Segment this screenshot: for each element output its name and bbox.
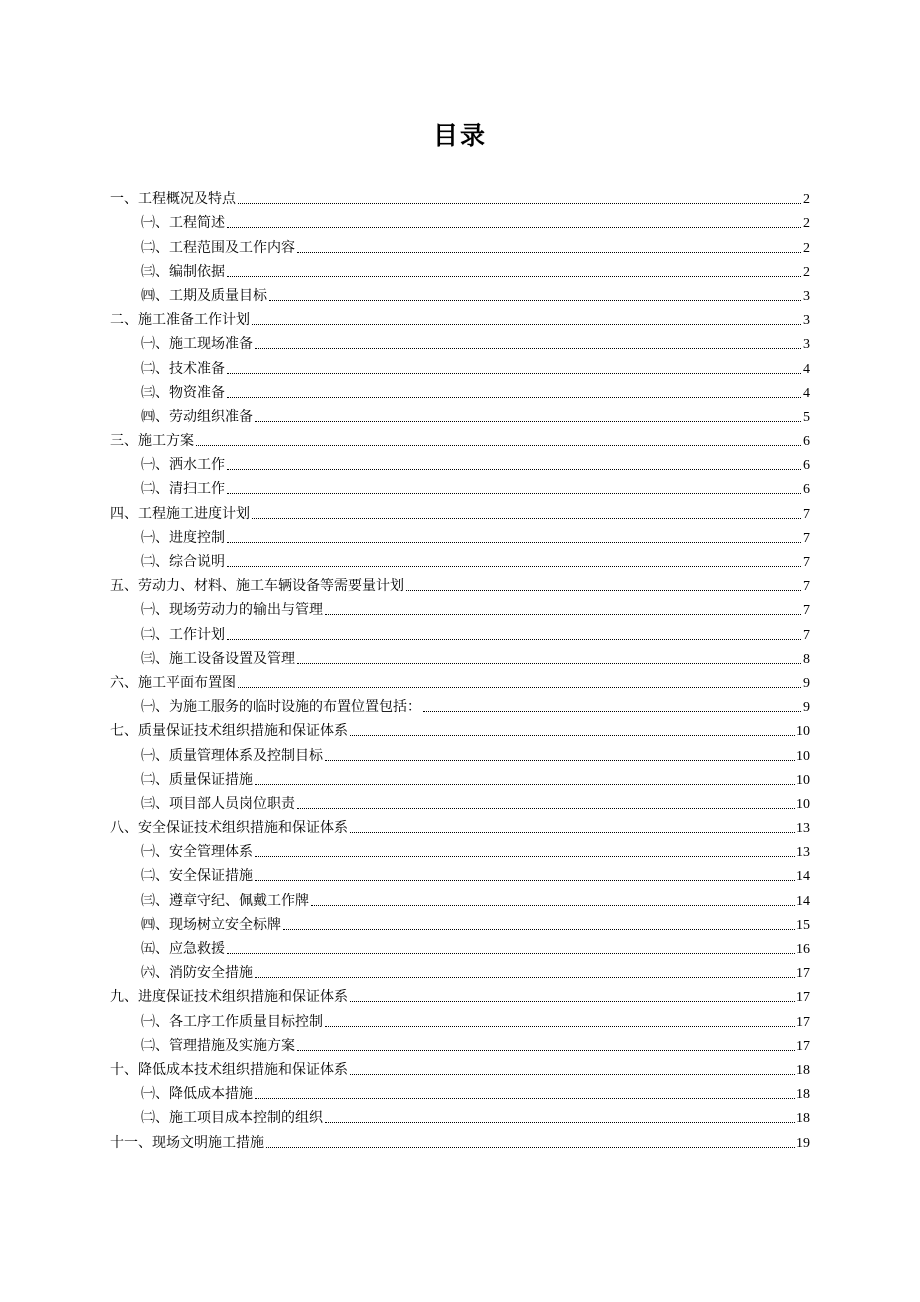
toc-subsection-entry[interactable] <box>110 523 810 547</box>
toc-subsection-entry[interactable] <box>110 378 810 402</box>
toc-subsection-entry[interactable] <box>110 692 810 716</box>
toc-section-entry[interactable] <box>110 813 810 837</box>
dot-leader <box>325 614 801 615</box>
toc-entry-page-number: 4 <box>803 385 810 401</box>
dot-leader <box>227 542 801 543</box>
toc-entry-page-number: 3 <box>803 337 810 353</box>
table-of-contents <box>110 184 810 1152</box>
toc-subsection-entry[interactable] <box>110 934 810 958</box>
toc-entry-label: ㈡、工程范围及工作内容 <box>141 239 295 256</box>
toc-entry-page-number: 8 <box>803 651 810 667</box>
toc-entry-label: ㈡、技术准备 <box>141 360 225 377</box>
toc-subsection-entry[interactable] <box>110 329 810 353</box>
toc-entry-page-number: 13 <box>796 845 810 861</box>
toc-entry-page-number: 13 <box>796 821 810 837</box>
toc-entry-label: 五、劳动力、材料、施工车辆设备等需要量计划 <box>110 578 404 595</box>
toc-subsection-entry[interactable] <box>110 1103 810 1127</box>
toc-entry-label: ㈤、应急救援 <box>141 941 225 957</box>
toc-entry-label: 九、进度保证技术组织措施和保证体系 <box>110 989 348 1006</box>
toc-entry-label: ㈢、施工设备设置及管理 <box>141 650 295 667</box>
toc-subsection-entry[interactable] <box>110 958 810 982</box>
toc-subsection-entry[interactable] <box>110 1079 810 1103</box>
toc-entry-page-number: 6 <box>803 482 810 498</box>
toc-entry-page-number: 2 <box>803 264 810 280</box>
toc-subsection-entry[interactable] <box>110 450 810 474</box>
dot-leader <box>238 203 801 204</box>
dot-leader <box>252 324 801 325</box>
toc-entry-label: 六、施工平面布置图 <box>110 674 236 691</box>
dot-leader <box>227 639 801 640</box>
dot-leader <box>255 784 795 785</box>
dot-leader <box>297 808 795 809</box>
toc-entry-page-number: 7 <box>803 530 810 546</box>
page-title: 目录 <box>432 121 487 150</box>
toc-entry-label: ㈠、现场劳动力的输出与管理 <box>141 602 323 619</box>
dot-leader <box>350 832 795 833</box>
toc-subsection-entry[interactable] <box>110 910 810 934</box>
toc-subsection-entry[interactable] <box>110 1006 810 1030</box>
toc-entry-page-number: 7 <box>803 627 810 643</box>
toc-entry-page-number: 5 <box>803 409 810 425</box>
dot-leader <box>227 953 795 954</box>
dot-leader <box>255 348 801 349</box>
toc-entry-label: ㈣、现场树立安全标牌 <box>141 916 281 933</box>
dot-leader <box>297 252 801 253</box>
toc-entry-label: ㈡、工作计划 <box>141 626 225 643</box>
toc-section-entry[interactable] <box>110 1055 810 1079</box>
toc-entry-label: 八、安全保证技术组织措施和保证体系 <box>110 820 348 837</box>
toc-section-entry[interactable] <box>110 305 810 329</box>
toc-entry-label: ㈣、工期及质量目标 <box>141 287 267 304</box>
dot-leader <box>227 276 801 277</box>
toc-entry-page-number: 14 <box>796 893 810 909</box>
toc-entry-label: ㈢、遵章守纪、佩戴工作牌 <box>141 892 309 909</box>
toc-entry-label: 十一、现场文明施工措施 <box>110 1134 264 1151</box>
toc-entry-label: ㈣、劳动组织准备 <box>141 408 253 425</box>
toc-entry-label: ㈡、清扫工作 <box>141 481 225 498</box>
toc-entry-page-number: 7 <box>803 555 810 570</box>
dot-leader <box>227 469 801 470</box>
toc-entry-label: ㈠、质量管理体系及控制目标 <box>141 747 323 764</box>
toc-entry-page-number: 14 <box>796 869 810 885</box>
toc-entry-page-number: 10 <box>796 796 810 812</box>
dot-leader <box>350 1001 795 1002</box>
dot-leader <box>350 1074 795 1075</box>
toc-entry-label: ㈠、各工序工作质量目标控制 <box>141 1013 323 1030</box>
toc-entry-label: ㈠、洒水工作 <box>141 457 225 474</box>
dot-leader <box>227 493 801 494</box>
dot-leader <box>325 1122 795 1123</box>
toc-subsection-entry[interactable] <box>110 740 810 764</box>
toc-entry-label: ㈡、管理措施及实施方案 <box>141 1037 295 1054</box>
toc-entry-page-number: 3 <box>803 288 810 304</box>
toc-subsection-entry[interactable] <box>110 257 810 281</box>
toc-entry-page-number: 6 <box>803 434 810 450</box>
toc-entry-page-number: 7 <box>803 506 810 522</box>
dot-leader <box>350 735 795 736</box>
toc-section-entry[interactable] <box>110 498 810 522</box>
toc-entry-page-number: 2 <box>803 240 810 256</box>
toc-entry-page-number: 6 <box>803 458 810 474</box>
toc-entry-label: ㈢、物资准备 <box>141 384 225 401</box>
toc-entry-label: 四、工程施工进度计划 <box>110 505 250 522</box>
toc-entry-page-number: 18 <box>796 1111 810 1127</box>
toc-entry-page-number: 17 <box>796 1014 810 1030</box>
dot-leader <box>196 445 801 446</box>
dot-leader <box>255 977 795 978</box>
toc-entry-label: ㈡、施工项目成本控制的组织 <box>141 1110 323 1127</box>
toc-subsection-entry[interactable] <box>110 765 810 789</box>
dot-leader <box>283 929 795 930</box>
toc-entry-page-number: 10 <box>796 772 810 788</box>
toc-subsection-entry[interactable] <box>110 1031 810 1055</box>
toc-entry-label: ㈠、进度控制 <box>141 529 225 546</box>
toc-section-entry[interactable] <box>110 982 810 1006</box>
toc-entry-page-number: 7 <box>803 603 810 619</box>
dot-leader <box>227 397 801 398</box>
toc-entry-page-number: 2 <box>803 216 810 232</box>
toc-entry-page-number: 17 <box>796 1038 810 1054</box>
toc-subsection-entry[interactable] <box>110 208 810 232</box>
toc-entry-label: ㈠、工程简述 <box>141 215 225 232</box>
toc-subsection-entry[interactable] <box>110 789 810 813</box>
toc-subsection-entry[interactable] <box>110 353 810 377</box>
toc-entry-label: ㈢、编制依据 <box>141 263 225 280</box>
dot-leader <box>227 227 801 228</box>
toc-section-entry[interactable] <box>110 716 810 740</box>
toc-entry-label: ㈠、施工现场准备 <box>141 336 253 353</box>
toc-entry-page-number: 17 <box>796 966 810 982</box>
toc-entry-label: 三、施工方案 <box>110 433 194 450</box>
toc-subsection-entry[interactable] <box>110 402 810 426</box>
toc-section-entry[interactable] <box>110 426 810 450</box>
toc-entry-page-number: 16 <box>796 942 810 957</box>
toc-entry-label: 二、施工准备工作计划 <box>110 312 250 329</box>
dot-leader <box>269 300 801 301</box>
toc-entry-page-number: 4 <box>803 361 810 377</box>
toc-section-entry[interactable] <box>110 1127 810 1151</box>
dot-leader <box>325 760 795 761</box>
toc-entry-label: ㈡、综合说明 <box>141 554 225 570</box>
dot-leader <box>255 1098 795 1099</box>
toc-entry-page-number: 2 <box>803 192 810 208</box>
dot-leader <box>266 1147 795 1148</box>
toc-entry-label: 十、降低成本技术组织措施和保证体系 <box>110 1061 348 1078</box>
toc-subsection-entry[interactable] <box>110 861 810 885</box>
toc-subsection-entry[interactable] <box>110 232 810 256</box>
toc-entry-label: ㈠、安全管理体系 <box>141 844 253 861</box>
toc-section-entry[interactable] <box>110 668 810 692</box>
toc-entry-label: ㈠、为施工服务的临时设施的布置位置包括： <box>141 699 421 716</box>
dot-leader <box>423 711 801 712</box>
dot-leader <box>255 421 801 422</box>
dot-leader <box>227 566 801 567</box>
toc-entry-label: ㈥、消防安全措施 <box>141 965 253 982</box>
toc-entry-page-number: 10 <box>796 748 810 764</box>
dot-leader <box>406 590 801 591</box>
toc-entry-label: ㈢、项目部人员岗位职责 <box>141 795 295 812</box>
toc-entry-page-number: 10 <box>796 724 810 740</box>
toc-entry-label: ㈡、质量保证措施 <box>141 771 253 788</box>
dot-leader <box>297 1050 795 1051</box>
toc-subsection-entry[interactable] <box>110 547 810 571</box>
toc-entry-page-number: 19 <box>796 1135 810 1151</box>
toc-subsection-entry[interactable] <box>110 644 810 668</box>
toc-entry-page-number: 17 <box>796 990 810 1006</box>
toc-entry-label: 一、工程概况及特点 <box>110 191 236 208</box>
toc-entry-label: ㈡、安全保证措施 <box>141 868 253 885</box>
dot-leader <box>227 373 801 374</box>
toc-subsection-entry[interactable] <box>110 281 810 305</box>
dot-leader <box>255 856 795 857</box>
dot-leader <box>252 518 801 519</box>
toc-subsection-entry[interactable] <box>110 837 810 861</box>
dot-leader <box>297 663 801 664</box>
dot-leader <box>325 1026 795 1027</box>
dot-leader <box>255 880 795 881</box>
toc-entry-page-number: 3 <box>803 313 810 329</box>
toc-section-entry[interactable] <box>110 184 810 208</box>
toc-entry-page-number: 15 <box>796 917 810 933</box>
toc-entry-page-number: 9 <box>803 675 810 691</box>
toc-section-entry[interactable] <box>110 571 810 595</box>
toc-subsection-entry[interactable] <box>110 619 810 643</box>
toc-subsection-entry[interactable] <box>110 474 810 498</box>
toc-entry-page-number: 18 <box>796 1087 810 1103</box>
toc-entry-page-number: 7 <box>803 579 810 595</box>
toc-subsection-entry[interactable] <box>110 595 810 619</box>
toc-entry-label: 七、质量保证技术组织措施和保证体系 <box>110 723 348 740</box>
toc-entry-page-number: 18 <box>796 1062 810 1078</box>
dot-leader <box>238 687 801 688</box>
toc-entry-page-number: 9 <box>803 700 810 716</box>
toc-entry-label: ㈠、降低成本措施 <box>141 1086 253 1103</box>
dot-leader <box>311 905 795 906</box>
toc-subsection-entry[interactable] <box>110 885 810 909</box>
